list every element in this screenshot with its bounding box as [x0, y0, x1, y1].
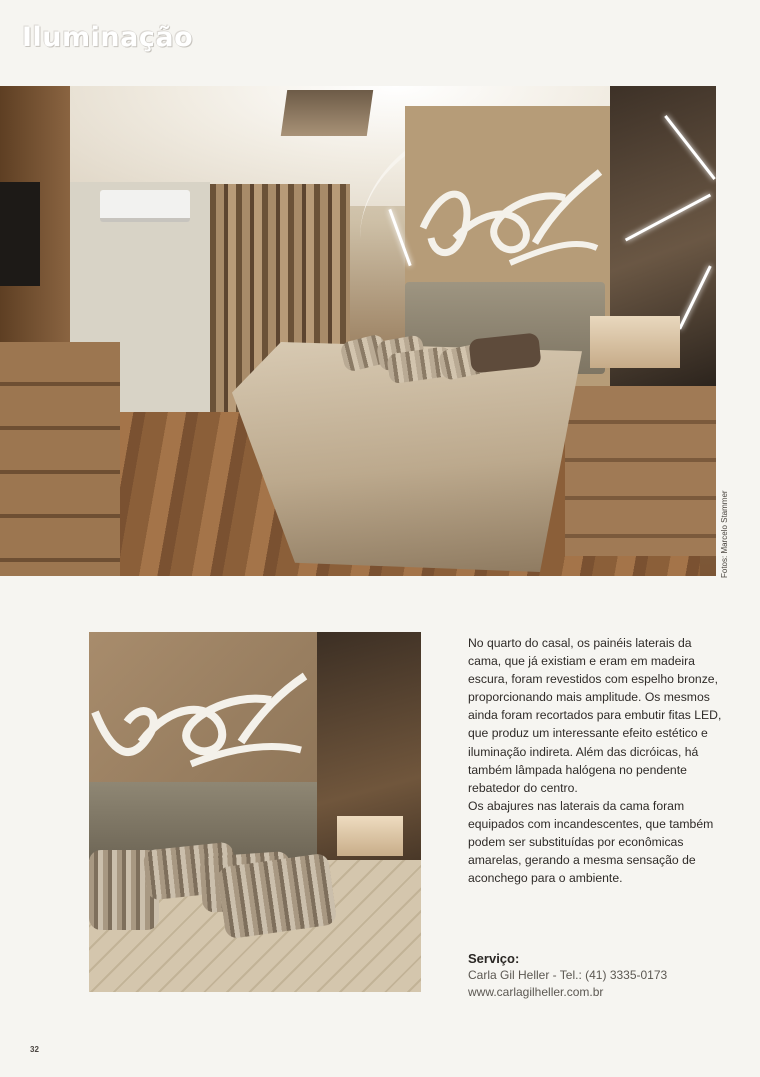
wall-sculpture: [415, 168, 605, 278]
article-body: [468, 634, 728, 887]
service-label: Serviço:: [468, 951, 520, 966]
article-paragraph: No quarto do casal, os painéis laterais da cama, que já existiam e eram em madeira escura, foram revestidos com espelho bronze, proporcionando mais amplitude. Os mesmos ainda foram recortados para embutir fitas LED, que produz um interessante efeito estético e iluminação indireta. Além das dicróicas, há também lâmpada halógena no pendente rebatedor do centro.: [468, 636, 722, 795]
photo-credit-text: Fotos: Marcelo Stammer: [720, 490, 729, 578]
bedside-lamp: [590, 316, 680, 368]
pendant-lamp: [281, 90, 373, 136]
section-title: Iluminação: [22, 22, 194, 53]
tv-cabinet: [0, 342, 120, 576]
page-number: 32: [30, 1045, 39, 1054]
bedside-lamp: [337, 816, 403, 856]
pillow: [217, 853, 338, 940]
television: [0, 182, 40, 286]
service-info: [468, 950, 667, 1001]
bedroom-photo-main: [0, 86, 716, 576]
throw-blanket: [468, 332, 541, 373]
air-conditioner: [100, 190, 190, 222]
bedroom-photo-detail: [89, 632, 421, 992]
wall-sculpture: [91, 672, 311, 772]
service-website-link[interactable]: www.carlagilheller.com.br: [468, 985, 604, 999]
service-contact: Carla Gil Heller - Tel.: (41) 3335-0173: [468, 968, 668, 982]
photo-credit: [720, 490, 729, 578]
nightstand: [565, 386, 716, 556]
article-paragraph: Os abajures nas laterais da cama foram equipados com incandescentes, que também podem ser substituídas por econômicas amarelas, gerando a mesma sensação de aconchego para o ambiente.: [468, 798, 714, 886]
